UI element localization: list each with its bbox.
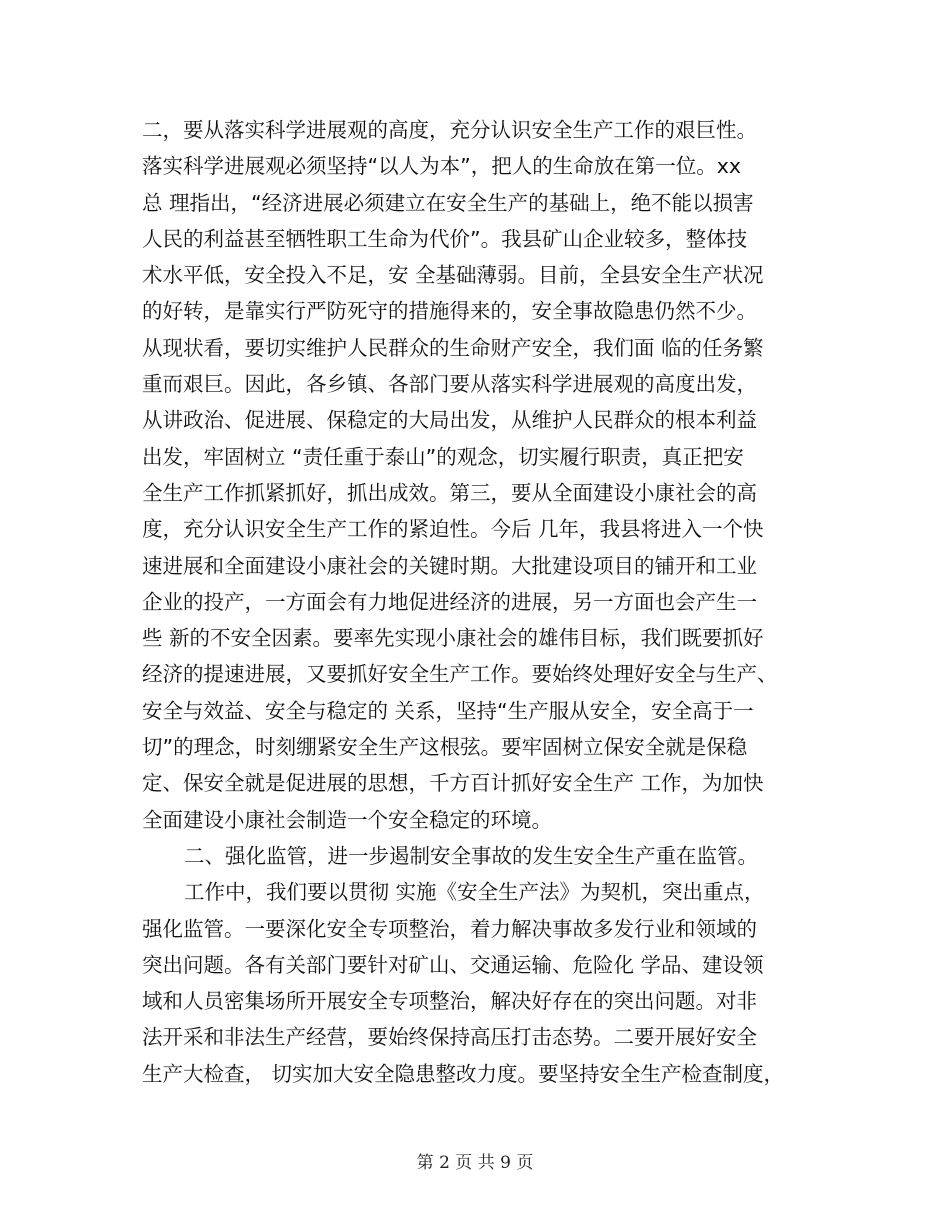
text-line: 定、保安全就是促进展的思想，千方百计抓好安全生产 工作，为加快 [142, 771, 764, 796]
text-line: 些 新的不安全因素。要率先实现小康社会的雄伟目标，我们既要抓好 [142, 626, 764, 651]
text-line: 突出问题。各有关部门要针对矿山、交通运输、危险化 学品、建设领 [142, 952, 764, 977]
text-line: 落实科学进展观必须坚持“以人为本”，把人的生命放在第一位。xx [142, 154, 742, 179]
text-line: 度，充分认识安全生产工作的紧迫性。今后 几年，我县将进入一个快 [142, 517, 764, 542]
text-line: 从现状看，要切实维护人民群众的生命财产安全，我们面 临的任务繁 [142, 335, 764, 360]
text-line: 的好转，是靠实行严防死守的措施得来的，安全事故隐患仍然不少。 [142, 299, 757, 324]
text-line: 术水平低，安全投入不足，安 全基础薄弱。目前，全县安全生产状况 [142, 263, 764, 288]
text-line: 从讲政治、促进展、保稳定的大局出发，从维护人民群众的根本利益 [142, 408, 757, 433]
text-line: 重而艰巨。因此，各乡镇、各部门要从落实科学进展观的高度出发， [142, 372, 757, 397]
text-line: 速进展和全面建设小康社会的关键时期。大批建设项目的铺开和工业 [142, 553, 757, 578]
text-line: 强化监管。一要深化安全专项整治，着力解决事故多发行业和领域的 [142, 916, 757, 941]
text-line: 安全与效益、安全与稳定的 关系，坚持“生产服从安全，安全高于一 [142, 698, 754, 723]
text-line: 工作中，我们要以贯彻 实施《安全生产法》为契机，突出重点， [184, 880, 765, 905]
text-line: 生产大检查， 切实加大安全隐患整改力度。要坚持安全生产检查制度， [142, 1061, 785, 1086]
text-line: 法开采和非法生产经营，要始终保持高压打击态势。二要开展好安全 [142, 1025, 757, 1050]
text-line: 人民的利益甚至牺牲职工生命为代价”。我县矿山企业较多，整体技 [142, 226, 748, 251]
text-line: 域和人员密集场所开展安全专项整治，解决好存在的突出问题。对非 [142, 989, 757, 1014]
page-number-footer: 第 2 页 共 9 页 [416, 1153, 534, 1173]
body-text [142, 112, 822, 1092]
text-line: 经济的提速进展，又要抓好安全生产工作。要始终处理好安全与生产、 [142, 662, 778, 687]
text-line: 二，要从落实科学进展观的高度，充分认识安全生产工作的艰巨性。 [142, 118, 757, 142]
text-line: 全面建设小康社会制造一个安全稳定的环境。 [142, 807, 552, 832]
text-line: 切”的理念，时刻绷紧安全生产这根弦。要牢固树立保安全就是保稳 [142, 735, 748, 760]
text-line: 企业的投产，一方面会有力地促进经济的进展，另一方面也会产生一 [142, 589, 757, 614]
text-line: 总 理指出，“经济进展必须建立在安全生产的基础上，绝不能以损害 [142, 190, 754, 215]
text-line: 全生产工作抓紧抓好，抓出成效。第三，要从全面建设小康社会的高 [142, 480, 757, 505]
text-line: 出发，牢固树立 “责任重于泰山”的观念，切实履行职责，真正把安 [142, 444, 744, 469]
section-heading: 二、强化监管，进一步遏制安全事故的发生安全生产重在监管。 [184, 843, 758, 868]
